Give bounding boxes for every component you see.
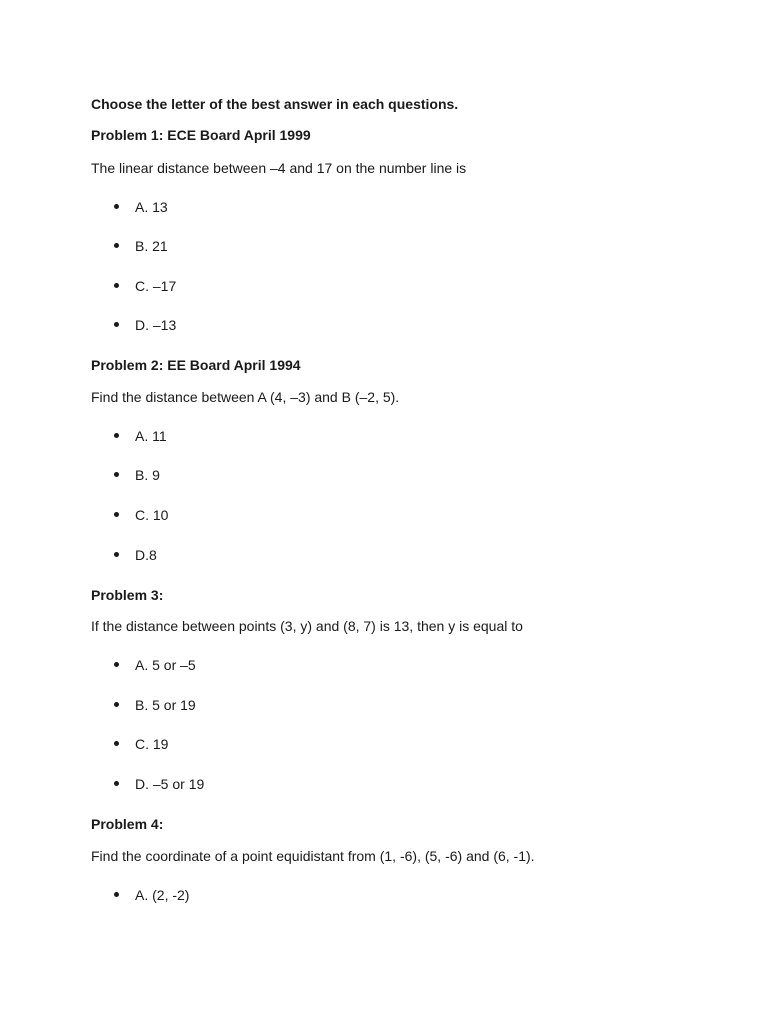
problem-3-option-c: C. 19 bbox=[135, 736, 169, 752]
problem-1-option-d: D. –13 bbox=[135, 317, 177, 333]
bullet-icon bbox=[114, 892, 119, 897]
problem-2-question: Find the distance between A (4, –3) and B (–2, 5). bbox=[91, 389, 400, 405]
bullet-icon bbox=[114, 741, 119, 746]
problem-1-heading: Problem 1: ECE Board April 1999 bbox=[91, 127, 311, 143]
problem-3-option-a: A. 5 or –5 bbox=[135, 657, 196, 673]
bullet-icon bbox=[114, 243, 119, 248]
problem-2-option-c: C. 10 bbox=[135, 507, 169, 523]
bullet-icon bbox=[114, 322, 119, 327]
problem-4-heading: Problem 4: bbox=[91, 816, 164, 832]
bullet-icon bbox=[114, 781, 119, 786]
bullet-icon bbox=[114, 433, 119, 438]
bullet-icon bbox=[114, 662, 119, 667]
problem-1-option-a: A. 13 bbox=[135, 199, 168, 215]
problem-2-option-d: D.8 bbox=[135, 547, 157, 563]
bullet-icon bbox=[114, 283, 119, 288]
problem-1-option-c: C. –17 bbox=[135, 278, 177, 294]
problem-2-heading: Problem 2: EE Board April 1994 bbox=[91, 357, 301, 373]
problem-3-question: If the distance between points (3, y) and (8, 7) is 13, then y is equal to bbox=[91, 618, 523, 634]
bullet-icon bbox=[114, 702, 119, 707]
bullet-icon bbox=[114, 512, 119, 517]
problem-3-option-d: D. –5 or 19 bbox=[135, 776, 205, 792]
problem-4-option-a: A. (2, -2) bbox=[135, 887, 190, 903]
bullet-icon bbox=[114, 204, 119, 209]
problem-2-option-a: A. 11 bbox=[135, 428, 167, 444]
problem-3-option-b: B. 5 or 19 bbox=[135, 697, 196, 713]
instruction: Choose the letter of the best answer in each questions. bbox=[91, 96, 459, 112]
problem-2-option-b: B. 9 bbox=[135, 467, 160, 483]
bullet-icon bbox=[114, 552, 119, 557]
bullet-icon bbox=[114, 472, 119, 477]
problem-1-option-b: B. 21 bbox=[135, 238, 168, 254]
problem-3-heading: Problem 3: bbox=[91, 587, 164, 603]
problem-4-question: Find the coordinate of a point equidistant from (1, -6), (5, -6) and (6, -1). bbox=[91, 848, 535, 864]
problem-1-question: The linear distance between –4 and 17 on the number line is bbox=[91, 160, 467, 176]
